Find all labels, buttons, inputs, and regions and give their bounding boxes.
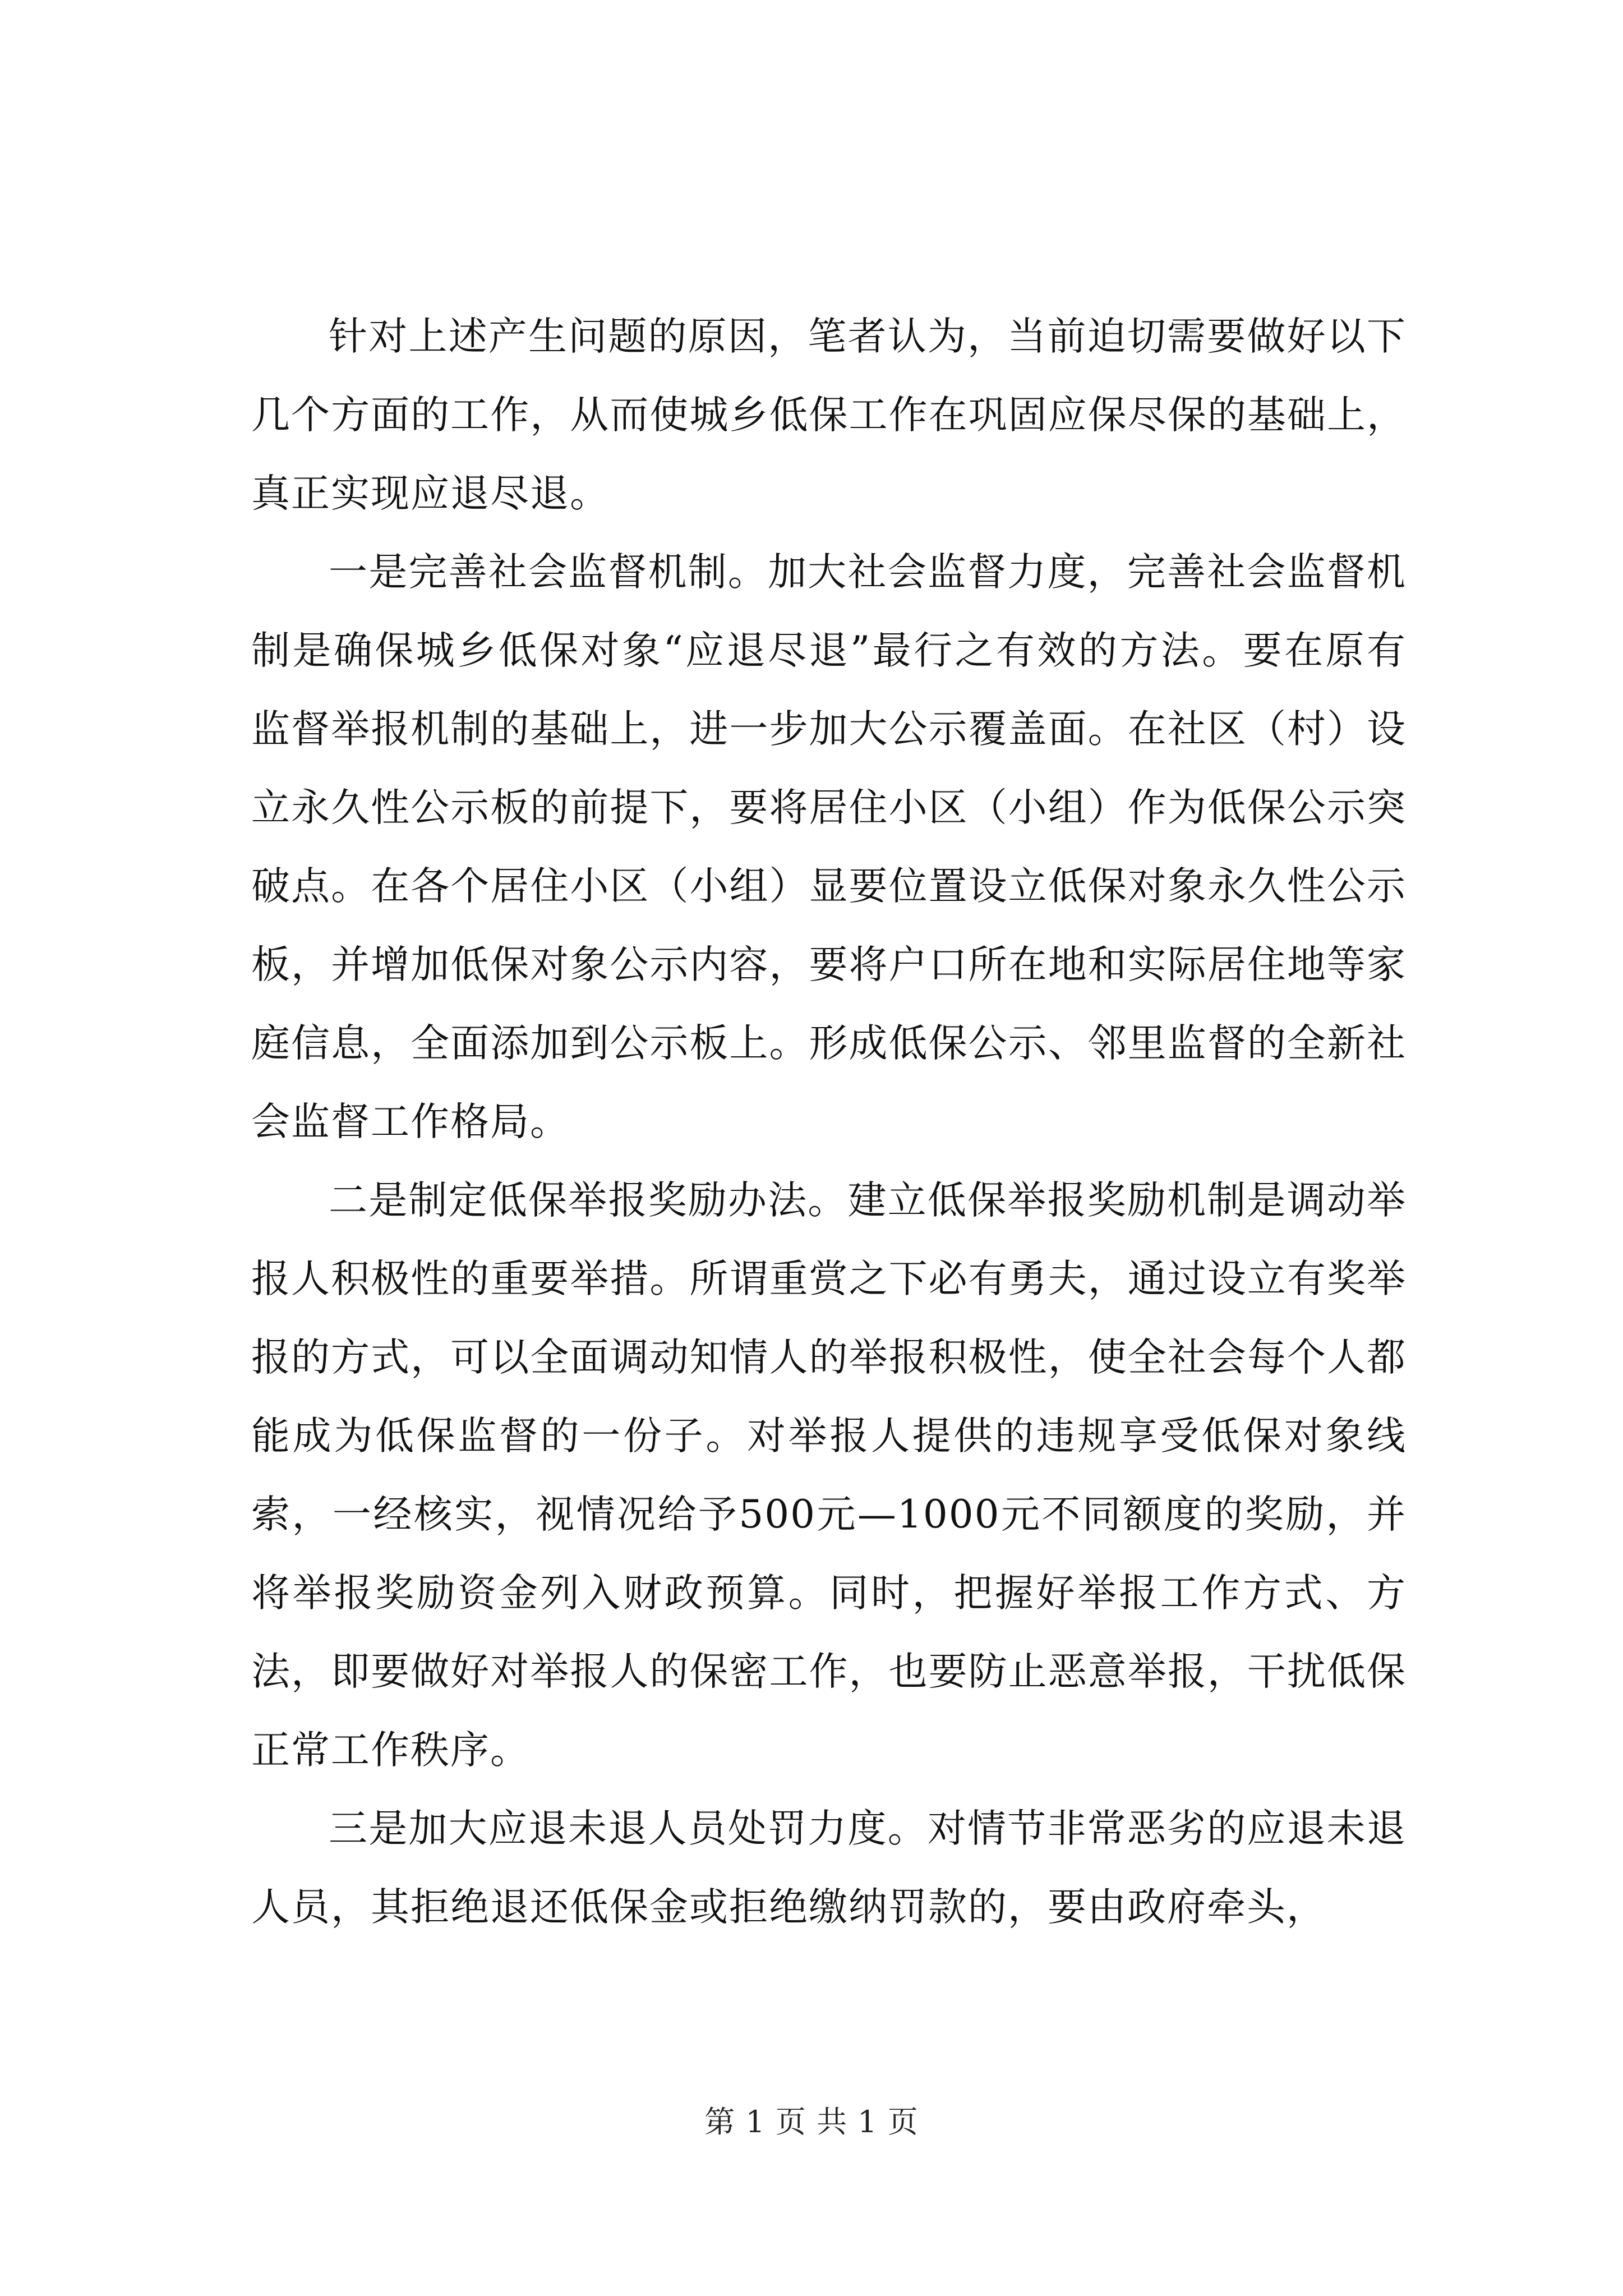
page-number-footer: 第 1 页 共 1 页 [704, 2104, 919, 2139]
paragraph-point-two: 二是制定低保举报奖励办法。建立低保举报奖励机制是调动举报人积极性的重要举措。所谓重赏之下必有勇夫，通过设立有奖举报的方式，可以全面调动知情人的举报积极性，使全社会每个人都能成为低保监督的一份子。对举报人提供的违规享受低保对象线索，一经核实，视情况给予500元—1000元不同额度的奖励，并将举报奖励资金列入财政预算。同时，把握好举报工作方式、方法，即要做好对举报人的保密工作，也要防止恶意举报，干扰低保正常工作秩序。 [251, 1178, 1407, 1773]
paragraph-point-three: 三是加大应退未退人员处罚力度。对情节非常恶劣的应退未退人员，其拒绝退还低保金或拒绝缴纳罚款的，要由政府牵头， [251, 1806, 1407, 1930]
paragraph-point-one: 一是完善社会监督机制。加大社会监督力度，完善社会监督机制是确保城乡低保对象“应退尽退”最行之有效的方法。要在原有监督举报机制的基础上，进一步加大公示覆盖面。在社区（村）设立永久性公示板的前提下，要将居住小区（小组）作为低保公示突破点。在各个居住小区（小组）显要位置设立低保对象永久性公示板，并增加低保对象公示内容，要将户口所在地和实际居住地等家庭信息，全面添加到公示板上。形成低保公示、邻里监督的全新社会监督工作格局。 [251, 550, 1407, 1144]
paragraph-intro: 针对上述产生问题的原因，笔者认为，当前迫切需要做好以下几个方面的工作，从而使城乡低保工作在巩固应保尽保的基础上，真正实现应退尽退。 [251, 314, 1407, 516]
document-body [251, 297, 1407, 1947]
